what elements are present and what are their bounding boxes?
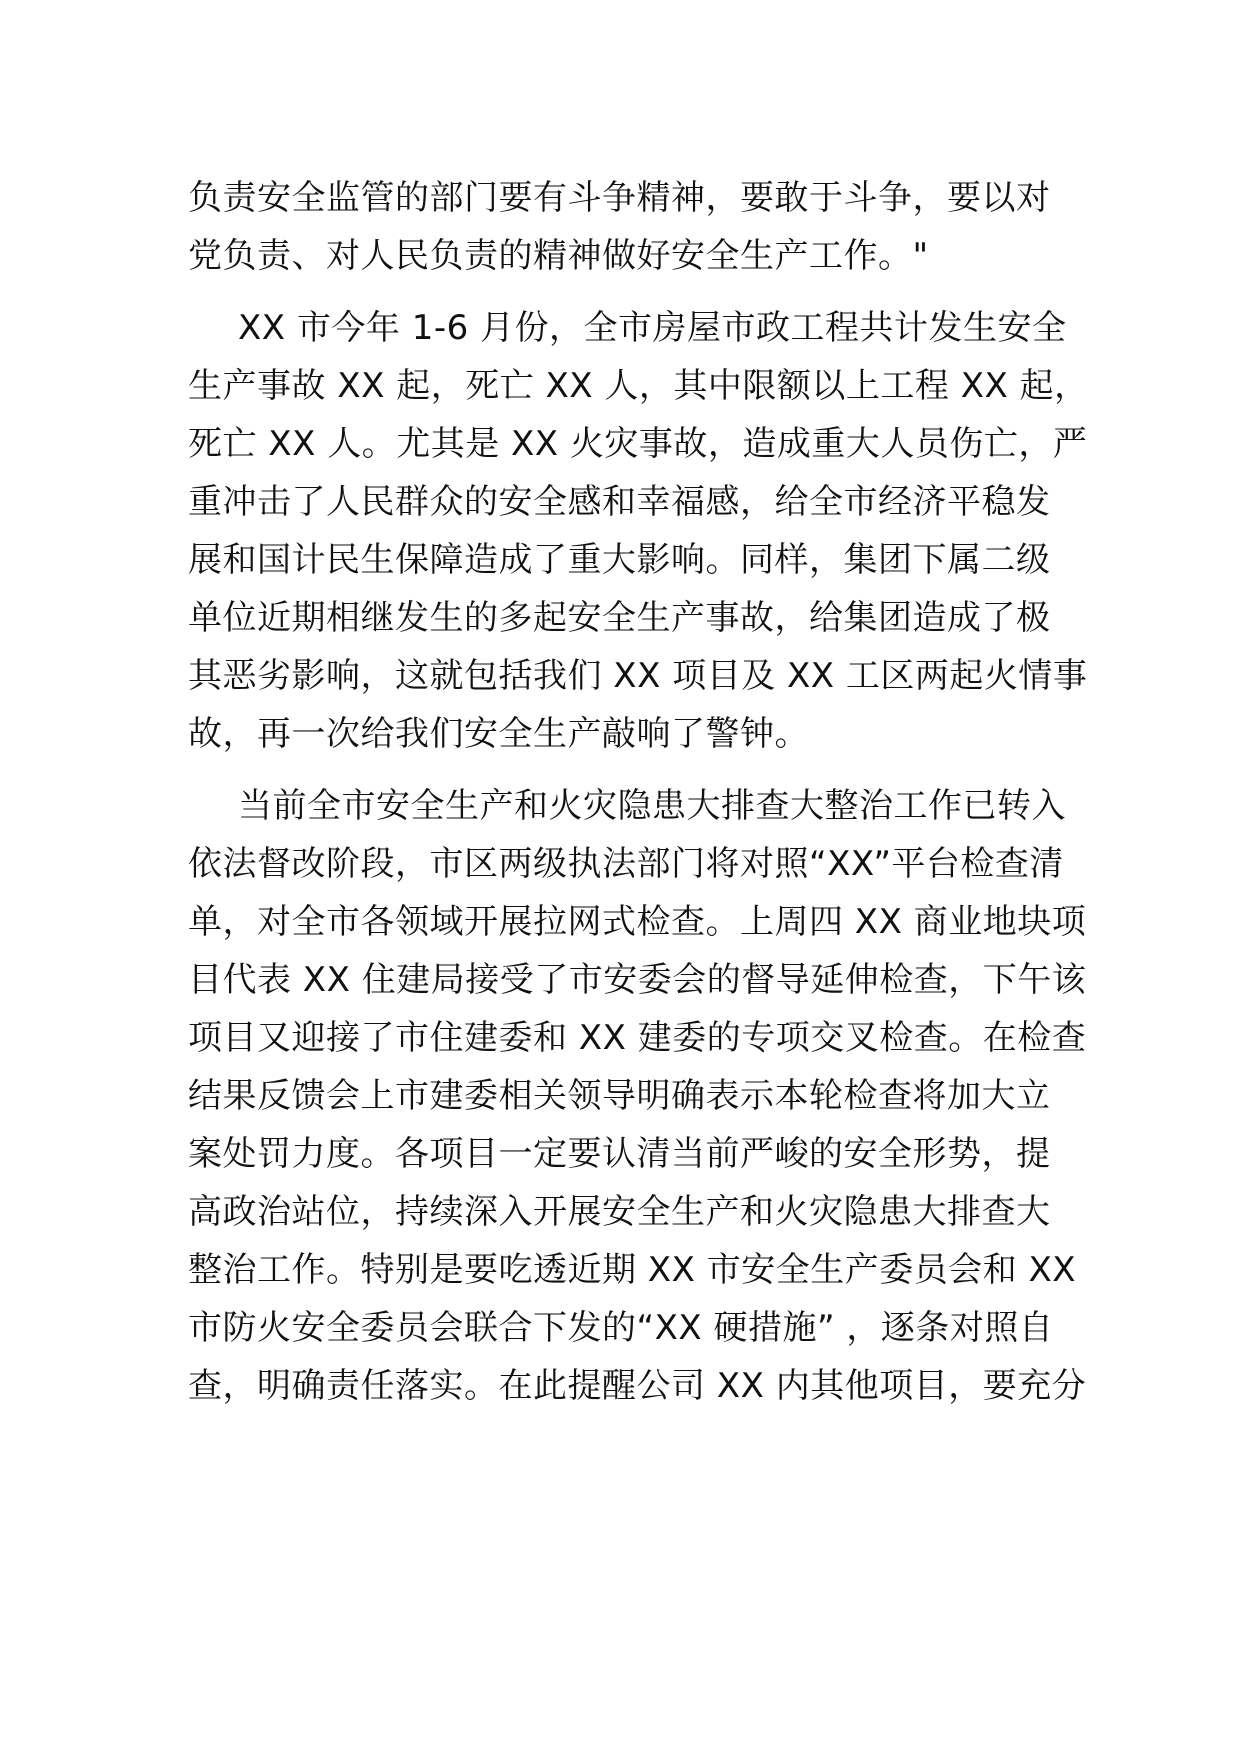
- paragraph-line: 整治工作。特别是要吃透近期 XX 市安全生产委员会和 XX: [188, 1250, 1077, 1290]
- paragraph-line: 查，明确责任落实。在此提醒公司 XX 内其他项目，要充分: [188, 1366, 1087, 1406]
- paragraph-line: 单，对全市各领域开展拉网式检查。上周四 XX 商业地块项: [188, 902, 1087, 942]
- paragraph-line: 其恶劣影响，这就包括我们 XX 项目及 XX 工区两起火情事: [188, 656, 1088, 696]
- paragraph-line: 依法督改阶段，市区两级执法部门将对照“XX”平台检查清: [188, 844, 1064, 884]
- paragraph-line: 重冲击了人民群众的安全感和幸福感，给全市经济平稳发: [188, 482, 1051, 522]
- paragraph-line: 目代表 XX 住建局接受了市安委会的督导延伸检查，下午该: [188, 960, 1087, 1000]
- paragraph-line: 党负责、对人民负责的精神做好安全生产工作。": [188, 236, 929, 276]
- paragraph-line: 单位近期相继发生的多起安全生产事故，给集团造成了极: [188, 598, 1051, 638]
- paragraph-line: 生产事故 XX 起，死亡 XX 人，其中限额以上工程 XX 起，: [188, 366, 1089, 406]
- paragraph-line: 高政治站位，持续深入开展安全生产和火灾隐患大排查大: [188, 1192, 1051, 1232]
- paragraph-line: 当前全市安全生产和火灾隐患大排查大整治工作已转入: [238, 786, 1066, 826]
- paragraph-line: 故，再一次给我们安全生产敲响了警钟。: [188, 714, 809, 754]
- paragraph-line: XX 市今年 1-6 月份，全市房屋市政工程共计发生安全: [238, 308, 1067, 348]
- paragraph-line: 案处罚力度。各项目一定要认清当前严峻的安全形势，提: [188, 1134, 1051, 1174]
- paragraph-line: 死亡 XX 人。尤其是 XX 火灾事故，造成重大人员伤亡，严: [188, 424, 1088, 464]
- paragraph-line: 项目又迎接了市住建委和 XX 建委的专项交叉检查。在检查: [188, 1018, 1087, 1058]
- paragraph-line: 负责安全监管的部门要有斗争精神，要敢于斗争，要以对: [188, 178, 1051, 218]
- paragraph-line: 市防火安全委员会联合下发的“XX 硬措施” ，逐条对照自: [188, 1308, 1054, 1348]
- paragraph-line: 结果反馈会上市建委相关领导明确表示本轮检查将加大立: [188, 1076, 1051, 1116]
- paragraph-line: 展和国计民生保障造成了重大影响。同样，集团下属二级: [188, 540, 1051, 580]
